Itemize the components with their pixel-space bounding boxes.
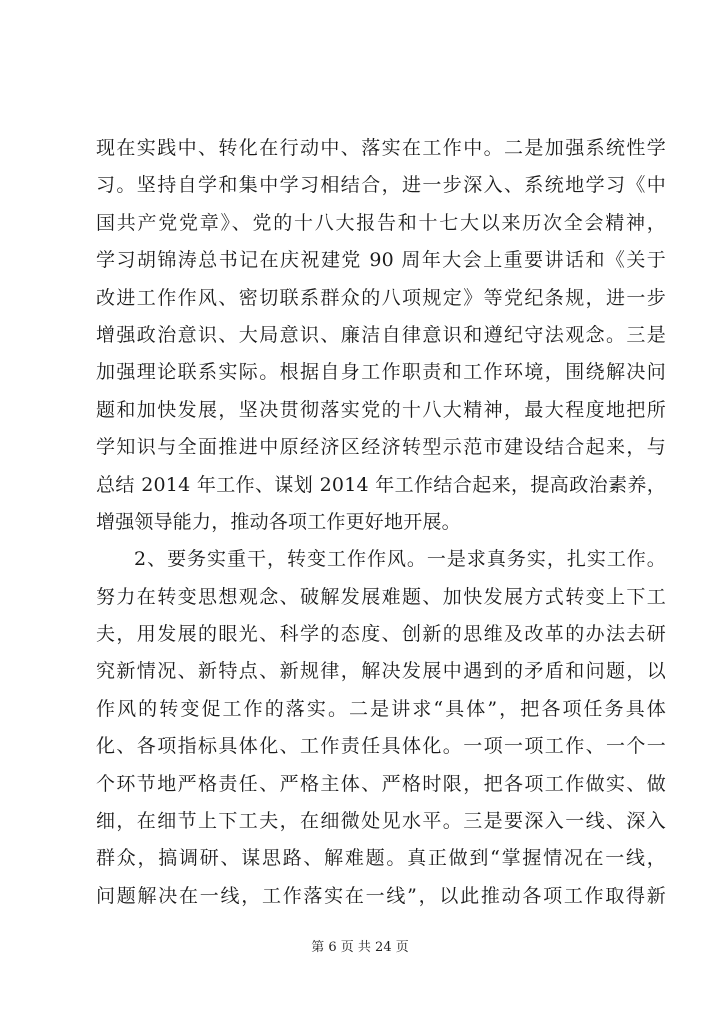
text-line: 现在实践中、转化在行动中、落实在工作中。二是加强系统性学 [96,137,666,159]
text-line: 作风的转变促工作的落实。二是讲求“具体”，把各项任务具体 [96,697,666,720]
text-line: 习。坚持自学和集中学习相结合，进一步深入、系统地学习《中 [96,174,666,197]
page-footer: 第 6 页 共 24 页 [311,940,409,955]
text-line: 夫，用发展的眼光、科学的态度、创新的思维及改革的办法去研 [96,623,666,646]
text-line: 学知识与全面推进中原经济区经济转型示范市建设结合起来，与 [96,436,666,459]
paragraph-end-line: 增强领导能力，推动各项工作更好地开展。 [96,510,461,533]
text-line: 细，在细节上下工夫，在细微处见水平。三是要深入一线、深入 [96,810,666,833]
text-line: 国共产党党章》、党的十八大报告和十七大以来历次全会精神， [96,211,666,234]
text-line: 问题解决在一线，工作落实在一线”，以此推动各项工作取得新 [96,884,666,907]
text-line: 改进工作作风、密切联系群众的八项规定》等党纪条规，进一步 [96,286,666,309]
text-line: 加强理论联系实际。根据自身工作职责和工作环境，围绕解决问 [96,361,666,384]
paragraph-start-line: 2、要务实重干，转变工作作风。一是求真务实，扎实工作。 [134,548,666,571]
text-line: 个环节地严格责任、严格主体、严格时限，把各项工作做实、做 [96,772,666,795]
body-text [96,130,666,915]
text-line: 学习胡锦涛总书记在庆祝建党 90 周年大会上重要讲话和《关于 [96,249,666,272]
text-line: 群众，搞调研、谋思路、解难题。真正做到“掌握情况在一线， [96,847,666,870]
text-line: 究新情况、新特点、新规律，解决发展中遇到的矛盾和问题，以 [96,660,666,683]
text-line: 努力在转变思想观念、破解发展难题、加快发展方式转变上下工 [96,585,666,608]
text-line: 题和加快发展，坚决贯彻落实党的十八大精神，最大程度地把所 [96,398,666,421]
text-line: 总结 2014 年工作、谋划 2014 年工作结合起来，提高政治素养， [96,473,666,496]
text-line: 化、各项指标具体化、工作责任具体化。一项一项工作、一个一 [96,735,666,758]
text-line: 增强政治意识、大局意识、廉洁自律意识和遵纪守法观念。三是 [96,323,666,346]
